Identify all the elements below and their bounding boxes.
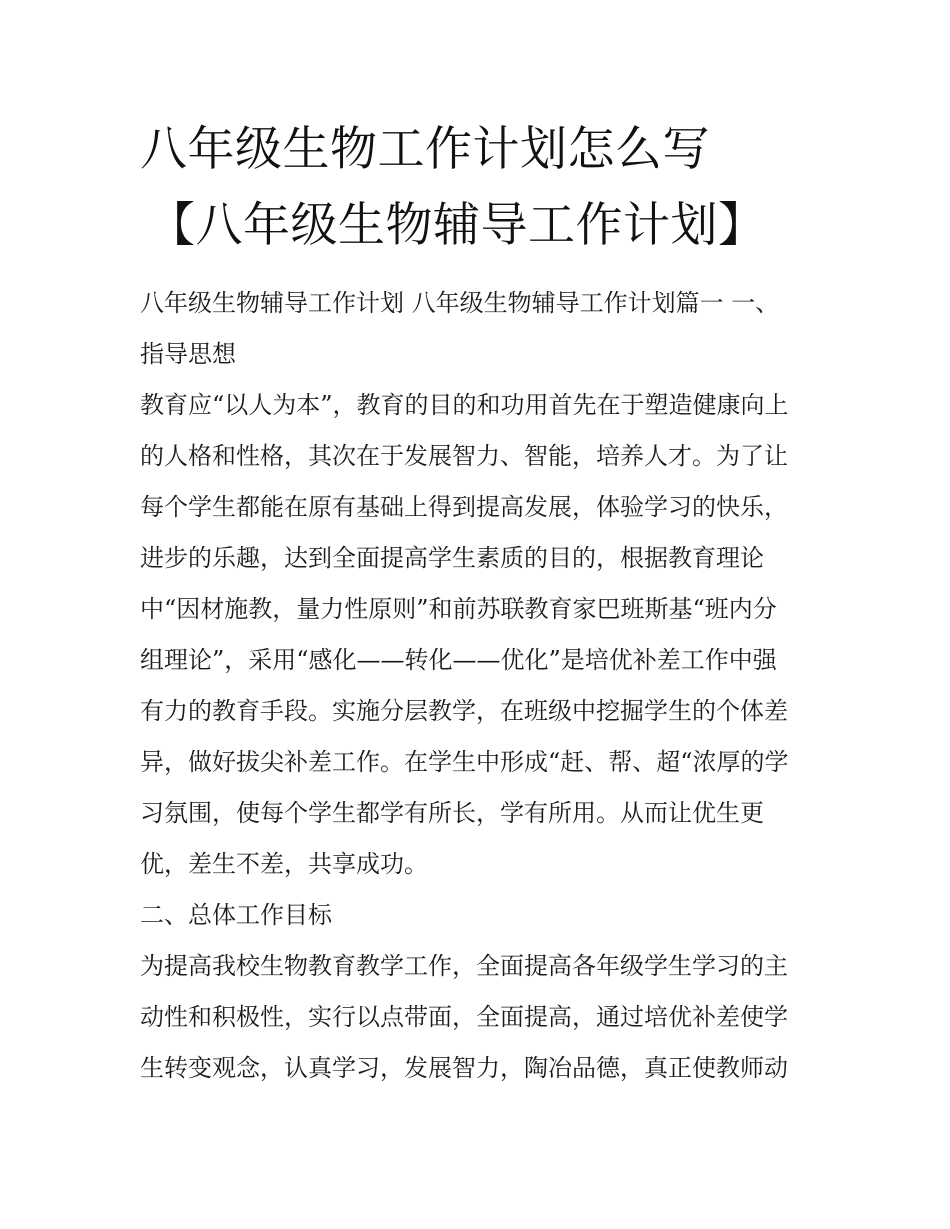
section-heading: 二、总体工作目标 (140, 901, 332, 929)
title-line-1: 八年级生物工作计划怎么写 (140, 122, 710, 177)
text-line: 优，差生不差，共享成功。 (140, 850, 428, 878)
text-line: 为提高我校生物教育教学工作，全面提高各年级学生学习的主 (140, 952, 788, 980)
text-line: 的人格和性格，其次在于发展智力、智能，培养人才。为了让 (140, 442, 788, 470)
text-line: 每个学生都能在原有基础上得到提高发展，体验学习的快乐， (140, 493, 788, 521)
title-line-2: 【八年级生物辅导工作计划】 (148, 198, 766, 253)
text-line: 动性和积极性，实行以点带面，全面提高，通过培优补差使学 (140, 1003, 788, 1031)
document-title (140, 112, 840, 264)
text-line: 八年级生物辅导工作计划 八年级生物辅导工作计划篇一 一、 (140, 289, 780, 317)
text-line: 指导思想 (140, 340, 236, 368)
document-body (140, 278, 820, 1094)
text-line: 教育应“以人为本”，教育的目的和功用首先在于塑造健康向上 (140, 391, 789, 419)
text-line: 有力的教育手段。实施分层教学，在班级中挖掘学生的个体差 (140, 697, 788, 725)
text-line: 习氛围，使每个学生都学有所长，学有所用。从而让优生更 (140, 799, 764, 827)
text-line: 进步的乐趣，达到全面提高学生素质的目的，根据教育理论 (140, 544, 764, 572)
text-line: 异，做好拔尖补差工作。在学生中形成“赶、帮、超“浓厚的学 (140, 748, 789, 776)
text-line: 中“因材施教，量力性原则”和前苏联教育家巴班斯基“班内分 (140, 595, 777, 623)
text-line: 生转变观念，认真学习，发展智力，陶冶品德，真正使教师动 (140, 1054, 788, 1082)
text-line: 组理论”，采用“感化——转化——优化”是培优补差工作中强 (140, 646, 777, 674)
